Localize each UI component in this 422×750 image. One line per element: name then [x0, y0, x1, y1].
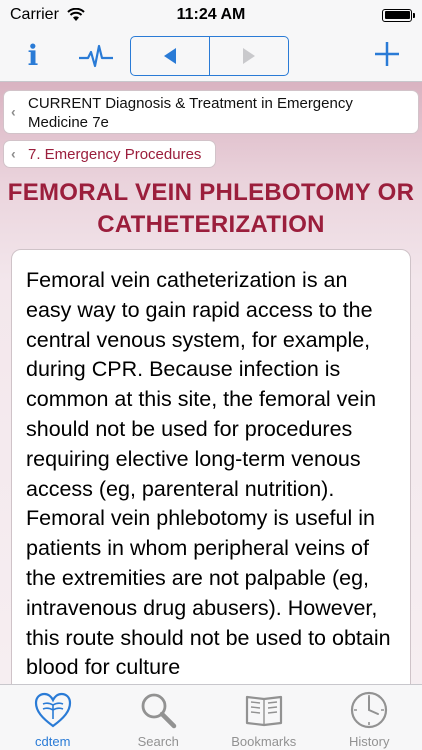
- info-icon[interactable]: i: [27, 38, 39, 72]
- forward-button[interactable]: [209, 37, 288, 75]
- status-bar: [0, 0, 422, 30]
- body-text: Femoral vein catheterization is an easy way to gain rapid access to the central venous system, for example, during CPR. Because infection is common at this site, the femoral vein should not be used for procedures requiring elective long-term venous access (eg, parenteral nutrition). Femoral vein phlebotomy is useful in patients in whom peripheral veins of the extremities are not palpable (eg, intravenous drug abusers). However, this route should not be used to obtain blood for culture: [26, 268, 391, 680]
- text-card: [11, 249, 411, 684]
- tab-search[interactable]: [106, 685, 212, 750]
- tab-bookmarks-label: Bookmarks: [231, 734, 297, 749]
- wifi-icon: [67, 8, 85, 22]
- status-time: 11:24 AM: [176, 6, 246, 23]
- tab-bar: [0, 684, 422, 750]
- toolbar: [0, 30, 422, 82]
- forward-arrow-icon: [239, 46, 259, 66]
- tab-search-label: Search: [137, 734, 179, 749]
- chevron-left-icon: ‹: [11, 145, 16, 162]
- breadcrumb-chapter-label: 7. Emergency Procedures: [28, 146, 202, 163]
- breadcrumb-book[interactable]: [3, 90, 419, 134]
- status-right: [382, 9, 412, 22]
- tab-history[interactable]: [317, 685, 422, 750]
- pulse-icon[interactable]: [78, 42, 114, 70]
- battery-icon: [382, 9, 412, 22]
- tab-cdtem-label: cdtem: [35, 734, 71, 749]
- chevron-left-icon: ‹: [11, 103, 16, 120]
- breadcrumb-book-label: CURRENT Diagnosis & Treatment in Emergency Medicine 7e: [28, 95, 353, 131]
- breadcrumb-chapter[interactable]: [3, 140, 216, 168]
- section-title: FEMORAL VEIN PHLEBOTOMY OR CATHETERIZATION: [7, 179, 415, 238]
- tab-history-label: History: [349, 734, 390, 749]
- heart-book-icon: [32, 689, 74, 731]
- tab-bookmarks[interactable]: [211, 685, 317, 750]
- history-clock-icon: [348, 689, 390, 731]
- back-arrow-icon: [160, 46, 180, 66]
- add-icon[interactable]: [372, 39, 402, 69]
- navigation-segmented-control: [130, 36, 289, 76]
- content-area: [0, 82, 422, 684]
- search-icon: [137, 689, 179, 731]
- tab-cdtem[interactable]: [0, 685, 106, 750]
- status-left: [10, 6, 85, 24]
- carrier-label: Carrier: [10, 6, 59, 23]
- bookmarks-icon: [243, 689, 285, 731]
- back-button[interactable]: [131, 37, 209, 75]
